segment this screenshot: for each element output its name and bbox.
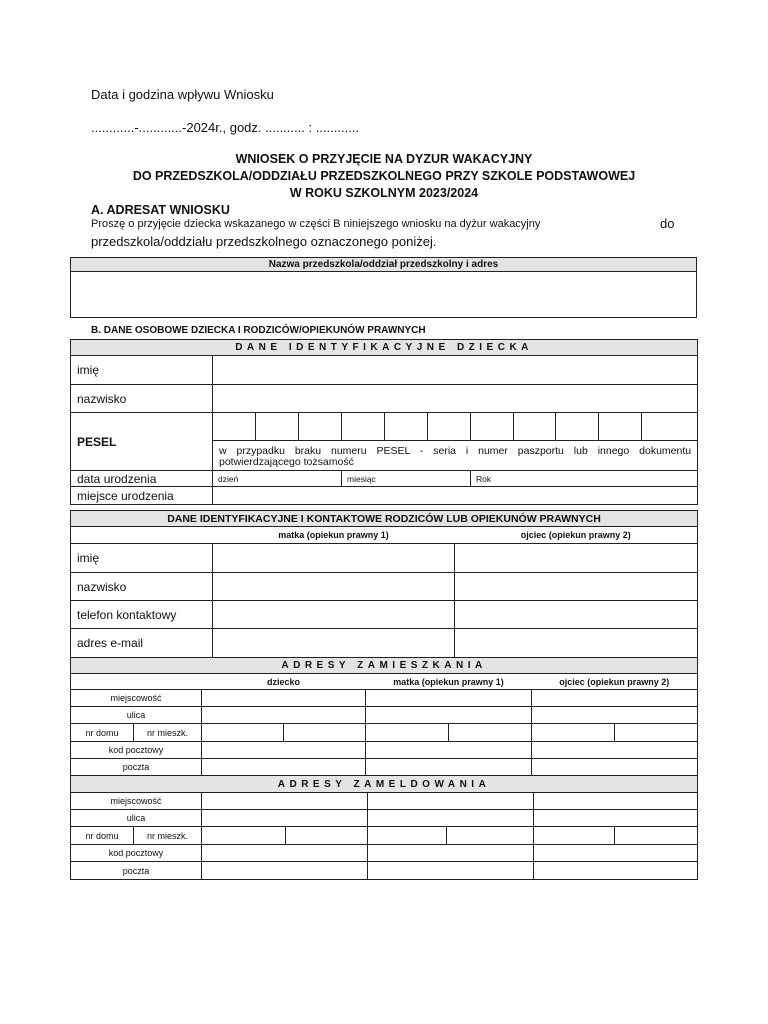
registration-mother-post-office-field[interactable] [368, 862, 534, 880]
father-last-name-field[interactable] [455, 573, 698, 601]
residence-father-street-field[interactable] [532, 707, 698, 724]
kindergarten-table [70, 257, 697, 318]
registration-father-flat-no-field[interactable] [615, 827, 698, 845]
birth-date-label: data urodzenia [71, 471, 213, 487]
child-table [70, 339, 698, 505]
residence-address-table [70, 657, 698, 776]
residence-father-post-office-field[interactable] [532, 759, 698, 776]
kindergarten-table-header: Nazwa przedszkola/oddział przedszkolny i adres [71, 258, 697, 272]
registration-street-label: ulica [71, 810, 202, 827]
registration-father-postal-code-field[interactable] [534, 845, 698, 862]
registration-child-postal-code-field[interactable] [202, 845, 368, 862]
pesel-label: PESEL [71, 413, 213, 471]
child-last-name-label: nazwisko [71, 385, 213, 413]
section-a-paragraph-line1: Proszę o przyjęcie dziecka wskazanego w części B niniejszego wniosku na dyżur wakacyjny [91, 218, 541, 230]
residence-mother-postal-code-field[interactable] [366, 742, 532, 759]
birth-year-field[interactable]: Rok [471, 471, 698, 487]
pesel-digit-box[interactable] [514, 413, 556, 441]
mother-email-field[interactable] [213, 629, 455, 658]
intake-date-line[interactable]: ............-............-2024r., godz. ........... : ............ [91, 120, 360, 135]
child-first-name-field[interactable] [213, 356, 698, 385]
registration-post-office-label: poczta [71, 862, 202, 880]
residence-father-flat-no-field[interactable] [615, 724, 698, 742]
registration-flat-no-label: nr mieszk. [134, 827, 202, 845]
mother-last-name-field[interactable] [213, 573, 455, 601]
pesel-digit-box[interactable] [213, 413, 256, 441]
parents-header: DANE IDENTYFIKACYJNE I KONTAKTOWE RODZICÓW LUB OPIEKUNÓW PRAWNYCH [71, 511, 698, 527]
residence-mother-house-no-field[interactable] [366, 724, 449, 742]
parent-email-label: adres e-mail [71, 629, 213, 658]
registration-mother-locality-field[interactable] [368, 793, 534, 810]
registration-father-locality-field[interactable] [534, 793, 698, 810]
kindergarten-name-field[interactable] [71, 272, 697, 318]
father-first-name-field[interactable] [455, 544, 698, 573]
registration-mother-street-field[interactable] [368, 810, 534, 827]
registration-address-table [70, 775, 698, 880]
residence-father-postal-code-field[interactable] [532, 742, 698, 759]
mother-column-header: matka (opiekun prawny 1) [213, 527, 455, 544]
residence-mother-column: matka (opiekun prawny 1) [366, 674, 532, 690]
pesel-digit-box[interactable] [385, 413, 428, 441]
pesel-digit-box[interactable] [556, 413, 599, 441]
residence-house-no-label: nr domu [71, 724, 134, 742]
registration-postal-code-label: kod pocztowy [71, 845, 202, 862]
residence-post-office-label: poczta [71, 759, 202, 776]
father-phone-field[interactable] [455, 601, 698, 629]
birth-day-field[interactable]: dzień [213, 471, 342, 487]
section-a-paragraph-line2: przedszkola/oddziału przedszkolnego oznaczonego poniżej. [91, 234, 437, 249]
registration-child-street-field[interactable] [202, 810, 368, 827]
child-first-name-label: imię [71, 356, 213, 385]
pesel-digit-box[interactable] [428, 413, 471, 441]
pesel-digit-box[interactable] [471, 413, 514, 441]
residence-child-street-field[interactable] [202, 707, 366, 724]
residence-blank-cell [71, 674, 202, 690]
residence-child-post-office-field[interactable] [202, 759, 366, 776]
residence-street-label: ulica [71, 707, 202, 724]
pesel-digit-box[interactable] [299, 413, 342, 441]
residence-child-house-no-field[interactable] [202, 724, 284, 742]
pesel-note: w przypadku braku numeru PESEL - seria i numer paszportu lub innego dokumentu potwierdzającego tożsamość [213, 441, 698, 471]
pesel-digit-box[interactable] [642, 413, 698, 441]
residence-child-column: dziecko [202, 674, 366, 690]
registration-header: ADRESY ZAMELDOWANIA [71, 776, 698, 793]
mother-first-name-field[interactable] [213, 544, 455, 573]
residence-father-house-no-field[interactable] [532, 724, 615, 742]
father-column-header: ojciec (opiekun prawny 2) [455, 527, 698, 544]
birth-place-field[interactable] [213, 487, 698, 505]
registration-child-flat-no-field[interactable] [286, 827, 368, 845]
registration-house-no-label: nr domu [71, 827, 134, 845]
residence-father-column: ojciec (opiekun prawny 2) [532, 674, 698, 690]
pesel-digit-box[interactable] [256, 413, 299, 441]
birth-month-field[interactable]: miesiąc [342, 471, 471, 487]
residence-father-locality-field[interactable] [532, 690, 698, 707]
section-a-heading: A. ADRESAT WNIOSKU [91, 203, 230, 217]
child-last-name-field[interactable] [213, 385, 698, 413]
residence-mother-post-office-field[interactable] [366, 759, 532, 776]
pesel-digit-box[interactable] [342, 413, 385, 441]
parents-blank-cell [71, 527, 213, 544]
residence-mother-street-field[interactable] [366, 707, 532, 724]
registration-mother-flat-no-field[interactable] [447, 827, 534, 845]
birth-place-label: miejsce urodzenia [71, 487, 213, 505]
residence-child-locality-field[interactable] [202, 690, 366, 707]
section-a-paragraph-line1-end: do [660, 216, 675, 231]
parents-table [70, 510, 698, 658]
parent-phone-label: telefon kontaktowy [71, 601, 213, 629]
residence-header: ADRESY ZAMIESZKANIA [71, 658, 698, 674]
section-b-heading: B. DANE OSOBOWE DZIECKA I RODZICÓW/OPIEKUNÓW PRAWNYCH [91, 325, 426, 336]
mother-phone-field[interactable] [213, 601, 455, 629]
child-header: DANE IDENTYFIKACYJNE DZIECKA [71, 340, 698, 356]
intake-label: Data i godzina wpływu Wniosku [91, 87, 274, 102]
parent-first-name-label: imię [71, 544, 213, 573]
registration-locality-label: miejscowość [71, 793, 202, 810]
parent-last-name-label: nazwisko [71, 573, 213, 601]
residence-postal-code-label: kod pocztowy [71, 742, 202, 759]
residence-mother-flat-no-field[interactable] [449, 724, 532, 742]
form-title-line3: W ROKU SZKOLNYM 2023/2024 [289, 186, 479, 200]
registration-child-post-office-field[interactable] [202, 862, 368, 880]
father-email-field[interactable] [455, 629, 698, 658]
residence-locality-label: miejscowość [71, 690, 202, 707]
form-title-line2: DO PRZEDSZKOLA/ODDZIAŁU PRZEDSZKOLNEGO PRZY SZKOLE PODSTAWOWEJ [132, 169, 636, 183]
registration-father-house-no-field[interactable] [534, 827, 615, 845]
form-title-line1: WNIOSEK O PRZYJĘCIE NA DYZUR WAKACYJNY [235, 152, 533, 166]
registration-child-locality-field[interactable] [202, 793, 368, 810]
registration-father-post-office-field[interactable] [534, 862, 698, 880]
residence-flat-no-label: nr mieszk. [134, 724, 202, 742]
registration-father-street-field[interactable] [534, 810, 698, 827]
residence-mother-locality-field[interactable] [366, 690, 532, 707]
pesel-digit-box[interactable] [599, 413, 642, 441]
registration-mother-postal-code-field[interactable] [368, 845, 534, 862]
registration-child-house-no-field[interactable] [202, 827, 286, 845]
residence-child-flat-no-field[interactable] [284, 724, 366, 742]
registration-mother-house-no-field[interactable] [368, 827, 447, 845]
residence-child-postal-code-field[interactable] [202, 742, 366, 759]
